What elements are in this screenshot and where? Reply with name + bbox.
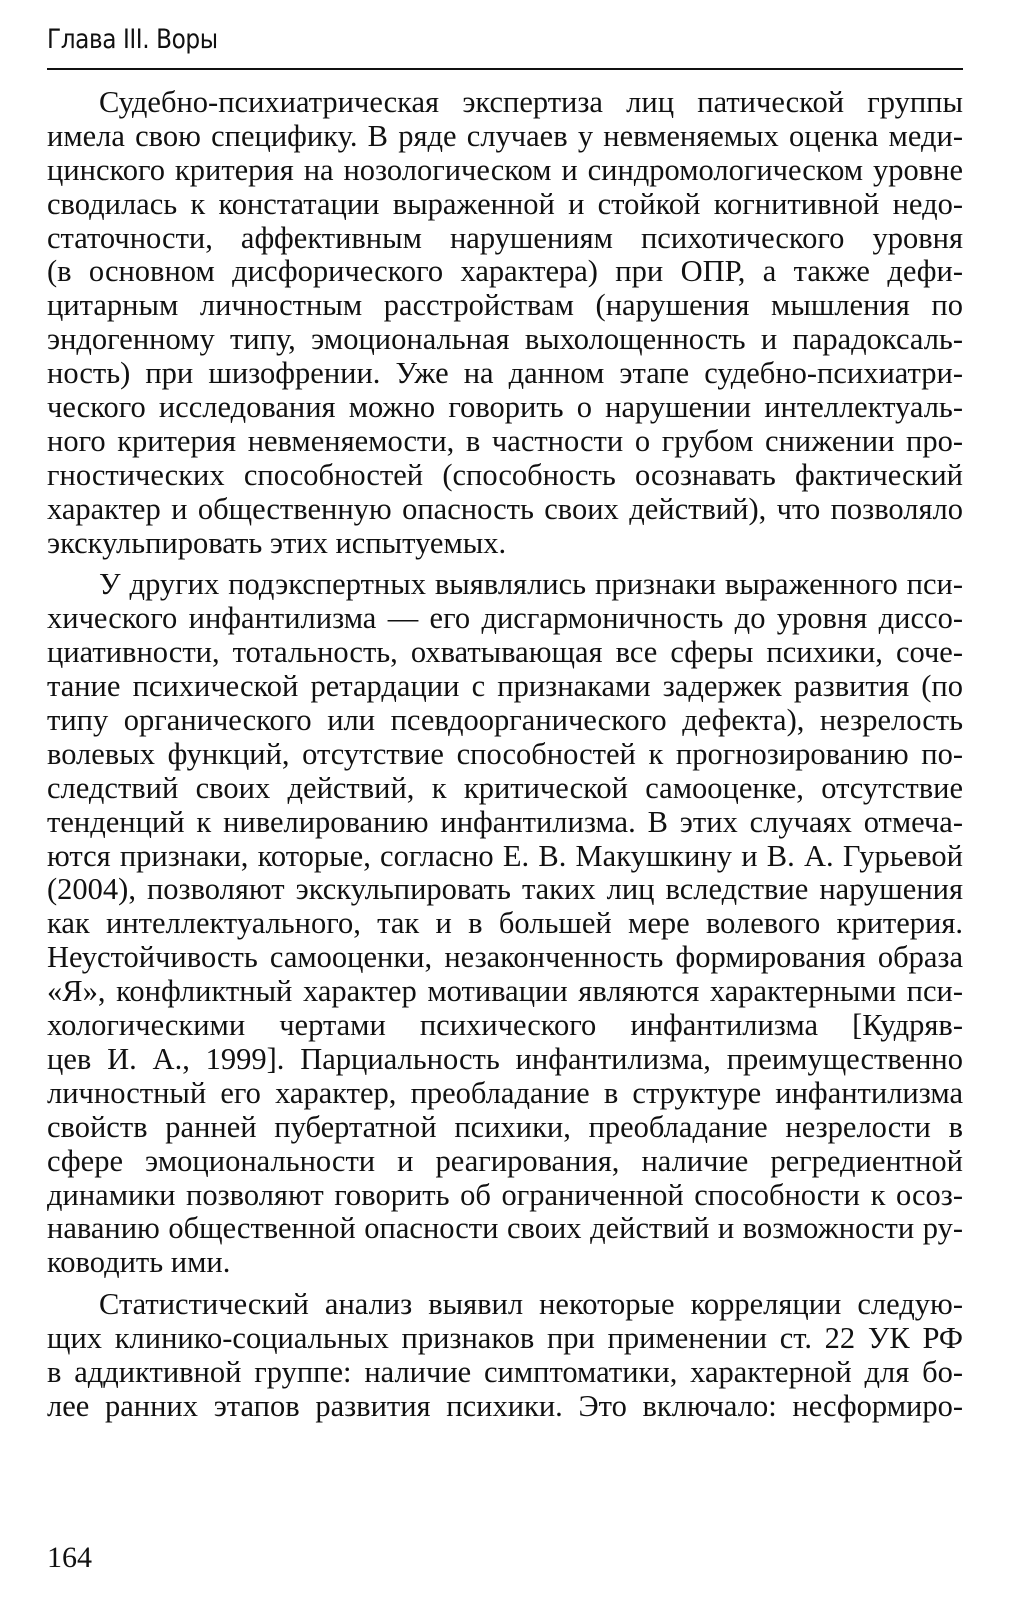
text-line: У других подэкспертных выявлялись признаки выраженного пси-: [99, 567, 963, 602]
text-line: (2004), позволяют экскульпировать таких лиц вследствие нарушения: [47, 872, 963, 907]
text-line: ются признаки, которые, согласно Е. В. Макушкину и В. А. Гурьевой: [47, 838, 963, 873]
text-line: наванию общественной опасности своих действий и возможности ру-: [47, 1211, 963, 1246]
text-line: следствий своих действий, к критической самооценке, отсутствие: [47, 770, 963, 805]
text-line: динамики позволяют говорить об ограниченной способности к осоз-: [47, 1177, 963, 1212]
text-line: «Я», конфликтный характер мотивации являются характерными пси-: [47, 974, 963, 1009]
text-line: (в основном дисфорического характера) при ОПР, а также дефи-: [47, 254, 963, 289]
paragraph-1: [47, 86, 963, 560]
running-head: Глава III. Воры: [47, 24, 218, 55]
text-line: свойств ранней пубертатной психики, преобладание незрелости в: [47, 1109, 963, 1144]
text-line: хологическими чертами психического инфантилизма [Кудряв-: [47, 1008, 963, 1043]
text-line: в аддиктивной группе: наличие симптоматики, характерной для бо-: [47, 1354, 963, 1389]
text-line: личностный его характер, преобладание в структуре инфантилизма: [47, 1075, 963, 1110]
text-line: ного критерия невменяемости, в частности о грубом снижении про-: [47, 423, 963, 458]
page-number: 164: [47, 1541, 92, 1574]
text-line: сфере эмоциональности и реагирования, наличие регредиентной: [47, 1143, 963, 1178]
text-line: как интеллектуального, так и в большей мере волевого критерия.: [47, 906, 963, 941]
text-line: Статистический анализ выявил некоторые корреляции следую-: [99, 1287, 963, 1322]
text-line: волевых функций, отсутствие способностей к прогнозированию по-: [47, 736, 963, 771]
text-line: лее ранних этапов развития психики. Это включало: несформиро-: [47, 1388, 963, 1423]
text-line: циативности, тотальность, охватывающая все сферы психики, соче-: [47, 635, 963, 670]
text-line: статочности, аффективным нарушениям психотического уровня: [47, 220, 963, 255]
text-line: тенденций к нивелированию инфантилизма. В этих случаях отмеча-: [47, 804, 963, 839]
text-line: цитарным личностным расстройствам (нарушения мышления по: [47, 288, 963, 323]
text-line: имела свою специфику. В ряде случаев у невменяемых оценка меди-: [47, 118, 963, 153]
text-line: Судебно-психиатрическая экспертиза лиц патической группы: [99, 85, 963, 119]
paragraph-2: [47, 568, 963, 1280]
text-line: эндогенному типу, эмоциональная выхолощенность и парадоксаль-: [47, 322, 963, 357]
text-line: характер и общественную опасность своих действий), что позволяло: [47, 491, 963, 526]
text-line: щих клинико-социальных признаков при применении ст. 22 УК РФ: [47, 1321, 963, 1356]
body-text: [47, 86, 963, 1424]
text-line: тание психической ретардации с признаками задержек развития (по: [47, 669, 963, 704]
paragraph-3: [47, 1288, 963, 1424]
text-line: Неустойчивость самооценки, незаконченность формирования образа: [47, 940, 963, 975]
text-line: цинского критерия на нозологическом и синдромологическом уровне: [47, 152, 963, 187]
text-line: цев И. А., 1999]. Парциальность инфантилизма, преимущественно: [47, 1041, 963, 1076]
text-line: типу органического или псевдоорганического дефекта), незрелость: [47, 703, 963, 738]
text-line: сводилась к констатации выраженной и стойкой когнитивной недо-: [47, 186, 963, 221]
text-line: хического инфантилизма — его дисгармоничность до уровня диссо-: [47, 601, 963, 636]
header-rule: [47, 68, 963, 70]
text-line: экскульпировать этих испытуемых.: [47, 525, 507, 560]
text-line: гностических способностей (способность осознавать фактический: [47, 457, 963, 492]
text-line: ководить ими.: [47, 1245, 231, 1280]
text-line: ческого исследования можно говорить о нарушении интеллектуаль-: [47, 390, 963, 425]
text-line: ность) при шизофрении. Уже на данном этапе судебно-психиатри-: [47, 356, 963, 391]
